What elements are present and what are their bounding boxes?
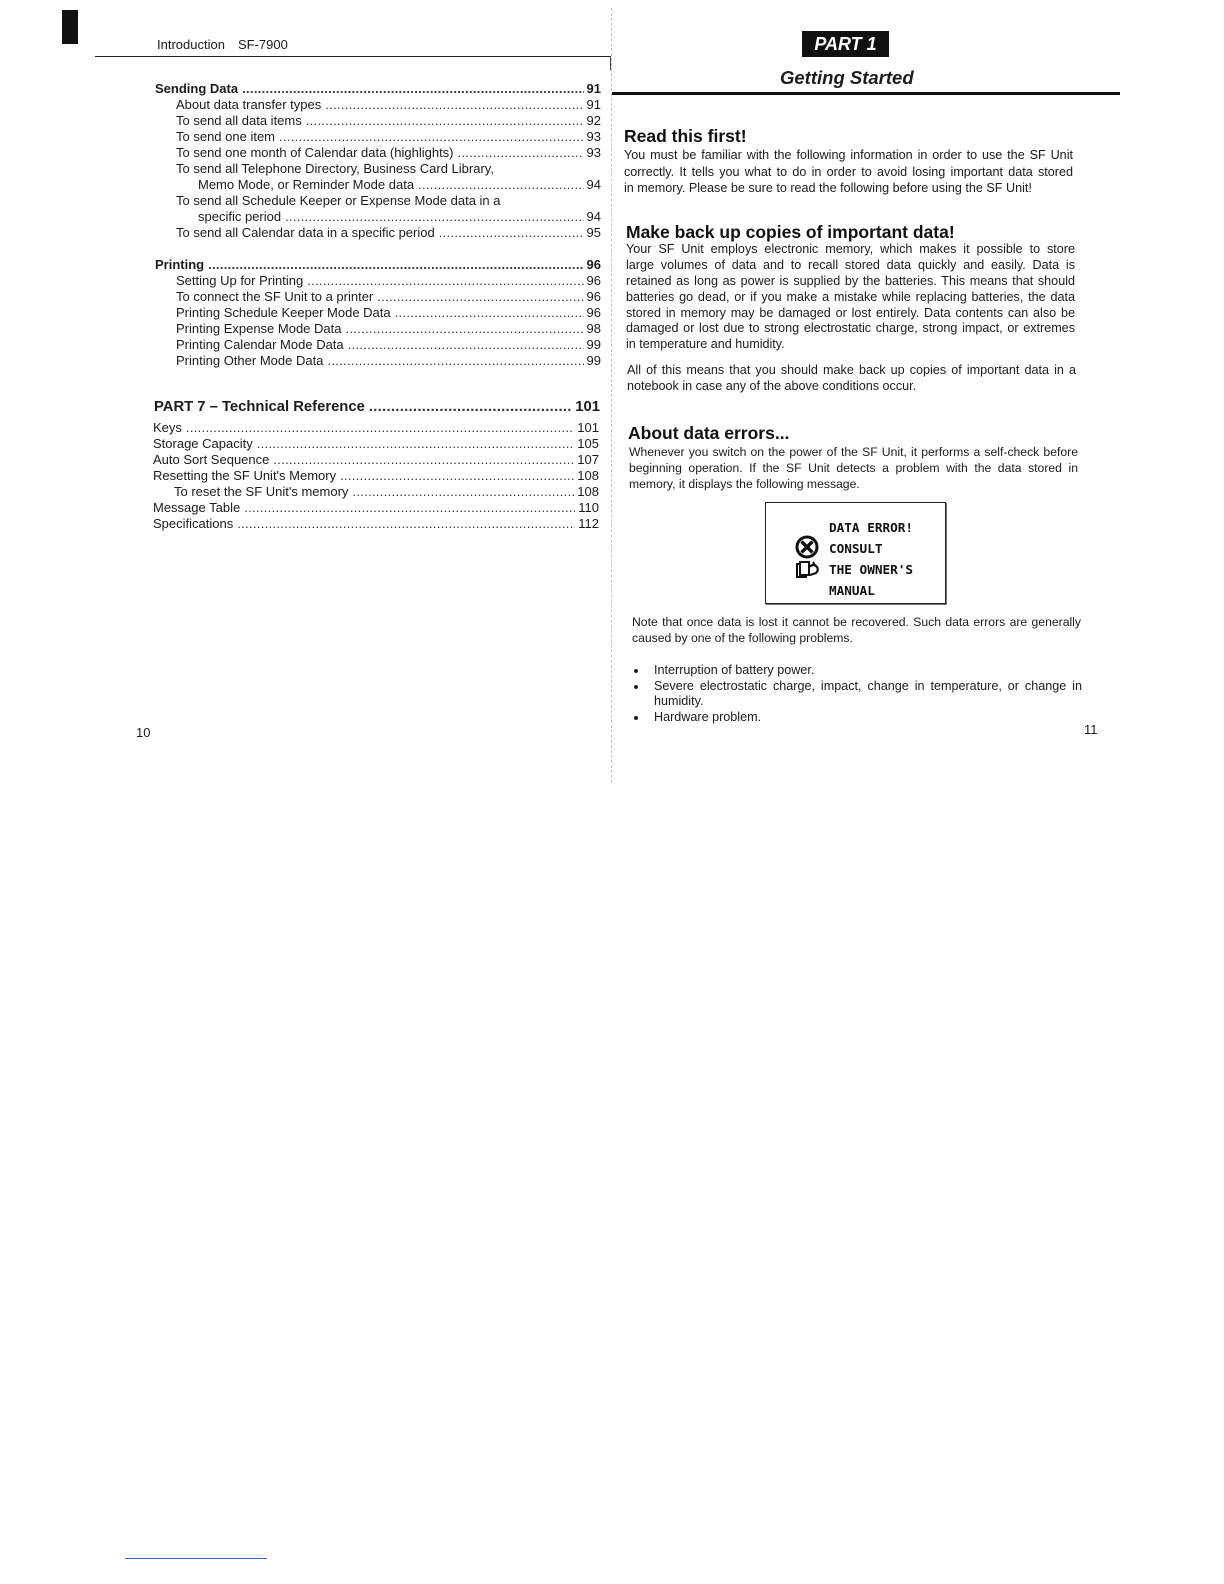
list-item xyxy=(632,710,1082,726)
list-item xyxy=(632,663,1082,679)
section-heading: About data errors... xyxy=(628,423,790,443)
toc-entry-title: Printing xyxy=(155,257,205,272)
dot-leader xyxy=(327,353,583,369)
header-section: Introduction xyxy=(157,37,225,52)
toc-entry-title: PART 7 – Technical Reference xyxy=(154,399,365,415)
toc-page-number: 94 xyxy=(586,177,601,192)
toc-entry xyxy=(153,436,599,452)
bullet-dot xyxy=(634,716,638,720)
error-x-icon xyxy=(797,537,817,557)
text-line: batteries go dead, or if you make a mistake while replacing batteries, the data xyxy=(626,289,1075,304)
dot-leader xyxy=(348,337,584,353)
toc-heading xyxy=(155,81,601,97)
toc-page-number: 108 xyxy=(577,468,599,483)
page-number: 11 xyxy=(1084,722,1098,737)
display-icons xyxy=(794,534,824,584)
toc-entry-title: To send one month of Calendar data (highlights) xyxy=(176,145,454,160)
toc-entry xyxy=(155,193,601,209)
toc-entry-title: Printing Other Mode Data xyxy=(176,353,324,368)
paragraph xyxy=(627,362,1076,394)
toc-page-number: 93 xyxy=(586,129,601,144)
toc-entry-continuation xyxy=(155,209,601,225)
text-line: Note that once data is lost it cannot be recovered. Such data errors are generally xyxy=(632,615,1081,629)
toc-entry-title: Auto Sort Sequence xyxy=(153,452,270,467)
part-title: Getting Started xyxy=(780,67,914,88)
toc-entry xyxy=(153,452,599,468)
bullet-dot xyxy=(634,685,638,689)
dot-leader xyxy=(395,305,584,321)
dot-leader xyxy=(418,177,583,193)
toc-entry xyxy=(155,321,601,337)
toc-page-number: 96 xyxy=(586,257,601,272)
display-message xyxy=(829,517,913,601)
toc-page-number: 93 xyxy=(586,145,601,160)
toc-entry-title: To connect the SF Unit to a printer xyxy=(176,289,374,304)
dot-leader xyxy=(340,468,574,484)
left-page xyxy=(0,0,612,800)
toc-entry-title: specific period xyxy=(198,209,282,224)
display-line: THE OWNER'S xyxy=(829,562,914,577)
paragraph xyxy=(626,242,1075,353)
right-page xyxy=(612,0,1224,800)
toc-page-number: 91 xyxy=(586,97,601,112)
toc-page-number: 92 xyxy=(586,113,601,128)
toc-page-number: 107 xyxy=(577,452,599,467)
toc-entry-title: About data transfer types xyxy=(176,97,322,112)
bullet-dot xyxy=(634,669,638,673)
text-line: in memory. Please be sure to read the following before using the SF Unit! xyxy=(624,181,1032,195)
toc-page-number: 96 xyxy=(586,273,601,288)
toc-entry xyxy=(155,161,601,177)
toc-entry-title: Printing Schedule Keeper Mode Data xyxy=(176,305,391,320)
toc-page-number: 110 xyxy=(578,500,599,515)
dot-leader xyxy=(458,145,584,161)
toc-entry-title: Keys xyxy=(153,420,182,435)
header-rule xyxy=(95,56,611,57)
toc-part-heading xyxy=(154,397,600,417)
toc-entry-title: Sending Data xyxy=(155,81,239,96)
text-line: humidity. xyxy=(654,694,704,709)
toc-page-number: 108 xyxy=(577,484,599,499)
toc-page-number: 94 xyxy=(586,209,601,224)
toc-entry xyxy=(155,337,601,353)
text-line: in temperature and humidity. xyxy=(626,337,785,352)
text-line: notebook in case any of the above conditions occur. xyxy=(627,379,917,393)
toc-entry-title: To send all data items xyxy=(176,113,302,128)
toc-entry-title: Printing Calendar Mode Data xyxy=(176,337,344,352)
display-line: CONSULT xyxy=(829,541,883,556)
toc-page-number: 95 xyxy=(586,225,601,240)
header-model: SF-7900 xyxy=(237,37,288,52)
toc-entry xyxy=(155,305,601,321)
toc-entry-title: Specifications xyxy=(153,516,234,531)
dot-leader xyxy=(352,484,574,500)
dot-leader xyxy=(325,97,583,113)
toc-page-number: 101 xyxy=(577,420,599,435)
dot-leader xyxy=(306,113,584,129)
toc-entry xyxy=(155,97,601,113)
toc-entry xyxy=(155,273,601,289)
text-line: Severe electrostatic charge, impact, change in temperature, or change in xyxy=(654,678,1082,693)
toc-entry xyxy=(155,145,601,161)
paragraph xyxy=(629,444,1078,492)
dot-leader xyxy=(186,420,574,436)
text-line: stored in memory may be damaged or lost entirely. Data contents can also be xyxy=(626,305,1075,320)
text-line: Your SF Unit employs electronic memory, which makes it possible to store xyxy=(626,242,1075,256)
lcd-display-illustration xyxy=(765,502,946,604)
running-header xyxy=(157,37,288,53)
toc-heading xyxy=(155,257,601,273)
toc-page-number: 99 xyxy=(586,337,601,352)
toc-entry xyxy=(155,129,601,145)
scan-blue-line xyxy=(125,1558,267,1559)
toc-page-number: 101 xyxy=(575,399,600,415)
part-badge: PART 1 xyxy=(802,31,889,57)
text-line: Interruption of battery power. xyxy=(654,663,815,677)
part-title-rule xyxy=(612,92,1120,95)
text-line: caused by one of the following problems. xyxy=(632,631,853,645)
paragraph xyxy=(632,614,1081,646)
text-line: Hardware problem. xyxy=(654,710,762,725)
dot-leader xyxy=(242,81,583,97)
toc-page-number: 98 xyxy=(586,321,601,336)
manual-book-icon xyxy=(797,562,818,577)
toc-entry xyxy=(153,484,599,500)
toc-entry-title: Resetting the SF Unit's Memory xyxy=(153,468,337,483)
toc-entry-title: To reset the SF Unit's memory xyxy=(174,484,349,499)
text-line: correctly. It tells you what to do in order to avoid losing important data stored xyxy=(624,164,1073,179)
bullet-list xyxy=(632,663,1082,726)
text-line: damaged or lost due to strong electrostatic charge, strong impact, or extremes xyxy=(626,321,1075,336)
dot-leader xyxy=(439,225,584,241)
toc-page-number: 96 xyxy=(586,289,601,304)
toc-entry-continuation xyxy=(155,177,601,193)
toc-entry-title: To send one item xyxy=(176,129,276,144)
toc-section-sending-data xyxy=(155,81,601,241)
section-heading: Make back up copies of important data! xyxy=(626,222,955,242)
page-number: 10 xyxy=(136,725,151,740)
dot-leader xyxy=(307,273,583,289)
text-line: Whenever you switch on the power of the SF Unit, it performs a self-check before xyxy=(629,445,1078,459)
toc-entry-title: Memo Mode, or Reminder Mode data xyxy=(198,177,415,192)
text-line: memory, it displays the following message. xyxy=(629,477,860,491)
toc-entry xyxy=(155,113,601,129)
toc-page-number: 112 xyxy=(578,516,599,531)
text-line: All of this means that you should make back up copies of important data in a xyxy=(627,363,1076,377)
toc-entry xyxy=(153,516,599,532)
dot-leader xyxy=(369,397,572,417)
dot-leader xyxy=(208,257,583,273)
toc-entry-title: Message Table xyxy=(153,500,241,515)
paragraph xyxy=(624,147,1073,197)
list-item xyxy=(632,679,1082,710)
dot-leader xyxy=(285,209,583,225)
dot-leader xyxy=(244,500,575,516)
toc-page-number: 99 xyxy=(586,353,601,368)
toc-entry xyxy=(155,353,601,369)
text-line: You must be familiar with the following information in order to use the SF Unit xyxy=(624,148,1073,162)
toc-section-printing xyxy=(155,257,601,369)
toc-entry-title: To send all Telephone Directory, Business Card Library, xyxy=(176,161,494,176)
toc-page-number: 105 xyxy=(577,436,599,451)
toc-heading xyxy=(154,397,600,417)
toc-entry xyxy=(153,500,599,516)
text-line: large volumes of data and to recall stored data quickly and easily. Data is xyxy=(626,257,1075,272)
toc-entry xyxy=(155,225,601,241)
toc-page-number: 96 xyxy=(586,305,601,320)
toc-entry-title: Printing Expense Mode Data xyxy=(176,321,342,336)
dot-leader xyxy=(345,321,583,337)
dot-leader xyxy=(377,289,583,305)
text-line: retained as long as power is supplied by the batteries. This means that should xyxy=(626,273,1075,288)
display-line: DATA ERROR! xyxy=(829,520,914,535)
toc-entry-title: Setting Up for Printing xyxy=(176,273,304,288)
dot-leader xyxy=(237,516,575,532)
toc-entry-title: To send all Schedule Keeper or Expense Mode data in a xyxy=(176,193,501,208)
toc-entry xyxy=(155,289,601,305)
toc-page-number: 91 xyxy=(586,81,601,96)
header-rule-tick xyxy=(610,56,611,70)
toc-entry-title: Storage Capacity xyxy=(153,436,253,451)
toc-entry xyxy=(153,468,599,484)
dot-leader xyxy=(273,452,574,468)
toc-entry xyxy=(153,420,599,436)
toc-section-technical-reference xyxy=(153,420,599,532)
dot-leader xyxy=(257,436,575,452)
text-line: beginning operation. If the SF Unit detects a problem with the data stored in xyxy=(629,461,1078,475)
display-line: MANUAL xyxy=(829,583,875,598)
toc-entry-title: To send all Calendar data in a specific period xyxy=(176,225,435,240)
section-heading: Read this first! xyxy=(624,126,747,146)
dot-leader xyxy=(279,129,584,145)
